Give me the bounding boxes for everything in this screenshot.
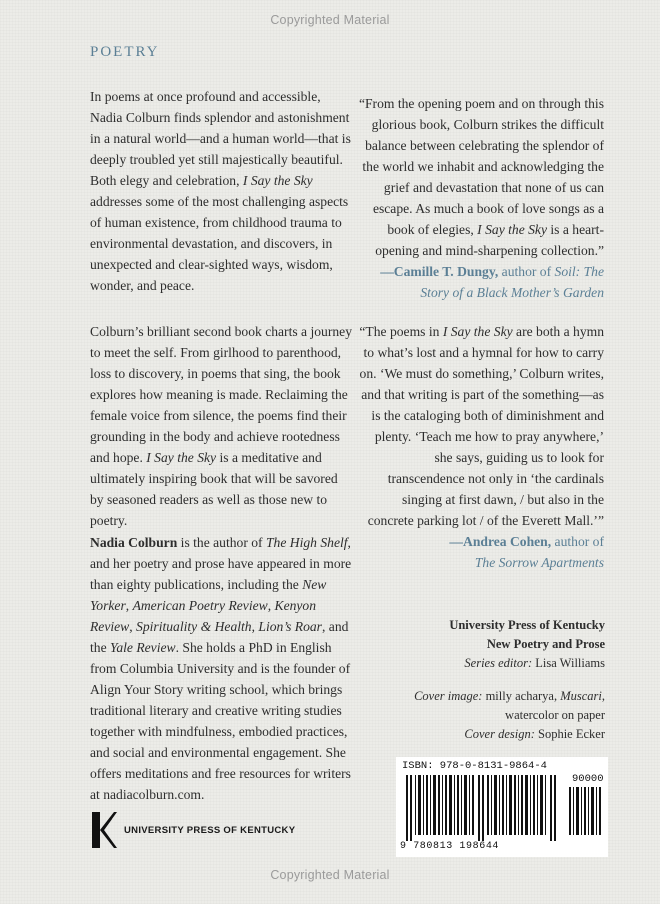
press-name: University Press of Kentucky xyxy=(449,618,605,632)
publisher-name: UNIVERSITY PRESS OF KENTUCKY xyxy=(124,824,296,836)
category-label: POETRY xyxy=(90,44,160,60)
price-code: 90000 xyxy=(572,773,604,785)
cover-design-credit: Cover design: Sophie Ecker xyxy=(464,727,605,741)
kentucky-k-logo-icon xyxy=(90,810,118,850)
watermark-top: Copyrighted Material xyxy=(270,13,390,27)
isbn-number: ISBN: 978-0-8131-9864-4 xyxy=(402,760,547,772)
description-paragraph-1: In poems at once profound and accessible, Nadia Colburn finds splendor and astonishment in a natural world—and a human world—that is deeply troubled yet still majestically beautiful. Both elegy and celebration, I Say the Sky addresses some of the most challenging aspects of human existence, from childhood trauma to environmental devastation, and discovers, in unexpected and clear-sighted ways, wisdom, wonder, and peace. xyxy=(90,89,351,293)
blurb-2-attribution: —Andrea Cohen, author of The Sorrow Apartments xyxy=(449,534,604,570)
ean-barcode-bars xyxy=(402,775,562,841)
series-editor: Series editor: Lisa Williams xyxy=(464,656,605,670)
ean-digits: 9 780813 198644 xyxy=(400,841,500,852)
description-paragraph-2: Colburn’s brilliant second book charts a journey to meet the self. From girlhood to parenthood, loss to discovery, in poems that sing, the book explores how meaning is made. Reclaiming the female voice from silence, the poems find their grounding in the body and achieve rootedness and hope. I Say the Sky is a meditative and ultimately inspiring book that will be savored by seasoned readers as well as those new to poetry. xyxy=(90,324,353,528)
cover-image-credit: Cover image: milly acharya, Muscari, watercolor on paper xyxy=(414,689,605,722)
blurb-2: “The poems in I Say the Sky are both a hymn to what’s lost and a hymnal for how to carry on. ‘We must do something,’ Colburn writes, and that writing is part of the something—as is the cataloging both of diminishment and plenty. ‘Teach me how to pray anywhere,’ she says, guiding us to look for transcendence not only in ‘the cardinals singing at first dawn, / but also in the concrete parking lot / of the Everett Mall.’” —Andrea Cohen, author of The Sorrow Apartments xyxy=(359,324,604,570)
author-bio: Nadia Colburn is the author of The High Shelf, and her poetry and prose have appeared in more than eighty publications, including the New Yorker, American Poetry Review, Kenyon Review, Spirituality & Health, Lion’s Roar, and the Yale Review. She holds a PhD in English from Columbia University and is the founder of Align Your Story writing school, which brings traditional literary and creative writing studies together with mindfulness, embodied practices, and social and environmental engagement. She offers meditations and free resources for writers at nadiacolburn.com. xyxy=(90,535,352,802)
blurb-1: “From the opening poem and on through this glorious book, Colburn strikes the difficult balance between celebrating the splendor of the world we inhabit and acknowledging the grief and devastation that none of us can escape. As much a book of love songs as a book of elegies, I Say the Sky is a heart-opening and mind-sharpening collection.” —Camille T. Dungy, author of Soil: The Story of a Black Mother’s Garden xyxy=(358,96,604,300)
series-name: New Poetry and Prose xyxy=(486,637,605,651)
price-barcode-bars xyxy=(568,787,604,835)
series-info xyxy=(360,616,605,673)
isbn-barcode xyxy=(396,757,608,857)
watermark-bottom: Copyrighted Material xyxy=(270,868,390,882)
blurb-1-attribution: —Camille T. Dungy, author of Soil: The Story of a Black Mother’s Garden xyxy=(380,264,604,300)
cover-credits xyxy=(360,687,605,744)
publisher-logo xyxy=(90,810,295,850)
